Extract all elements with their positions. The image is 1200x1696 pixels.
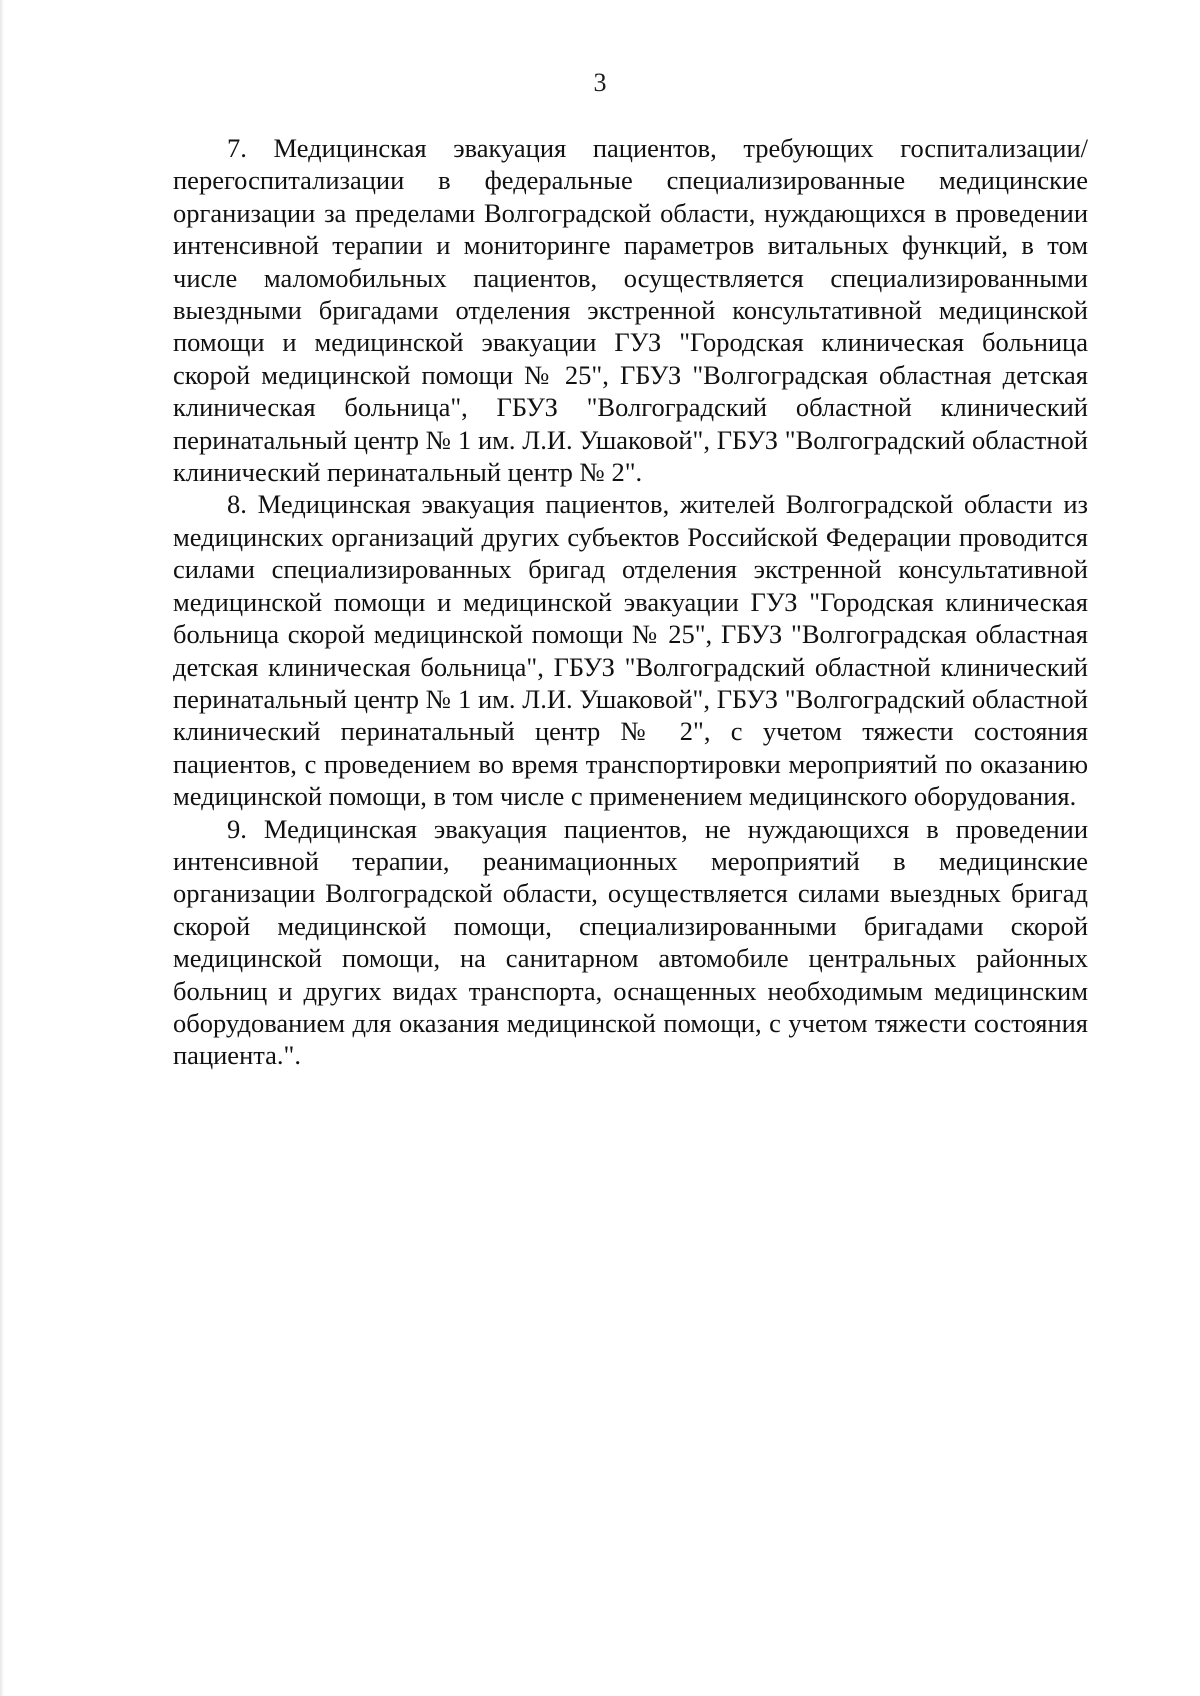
document-body <box>173 132 1088 1072</box>
paragraph-8: 8. Медицинская эвакуация пациентов, жителей Волгоградской области из медицинских организаций других субъектов Российской Федерации проводится силами специализированных бригад отделения экстренной консультативной медицинской помощи и медицинской эвакуации ГУЗ "Городская клиническая больница скорой медицинской помощи № 25", ГБУЗ "Волгоградская областная детская клиническая больница", ГБУЗ "Волгоградский областной клинический перинатальный центр № 1 им. Л.И. Ушаковой", ГБУЗ "Волгоградский областной клинический перинатальный центр № 2", с учетом тяжести состояния пациентов, с проведением во время транспортировки мероприятий по оказанию медицинской помощи, в том числе с применением медицинского оборудования. <box>173 489 1088 812</box>
page-number: 3 <box>593 68 607 97</box>
scan-edge-shadow <box>0 0 4 1696</box>
paragraph-9: 9. Медицинская эвакуация пациентов, не нуждающихся в проведении интенсивной терапии, реанимационных мероприятий в медицинские организации Волгоградской области, осуществляется силами выездных бригад скорой медицинской помощи, специализированными бригадами скорой медицинской помощи, на санитарном автомобиле центральных районных больниц и других видах транспорта, оснащенных необходимым медицинским оборудованием для оказания медицинской помощи, с учетом тяжести состояния пациента.". <box>173 813 1088 1071</box>
paragraph-7: 7. Медицинская эвакуация пациентов, требующих госпитализации/ перегоспитализации в федеральные специализированные медицинские организации за пределами Волгоградской области, нуждающихся в проведении интенсивной терапии и мониторинге параметров витальных функций, в том числе маломобильных пациентов, осуществляется специализированными выездными бригадами отделения экстренной консультативной медицинской помощи и медицинской эвакуации ГУЗ "Городская клиническая больница скорой медицинской помощи № 25", ГБУЗ "Волгоградская областная детская клиническая больница", ГБУЗ "Волгоградский областной клинический перинатальный центр № 1 им. Л.И. Ушаковой", ГБУЗ "Волгоградский областной клинический перинатальный центр № 2". <box>173 133 1088 488</box>
